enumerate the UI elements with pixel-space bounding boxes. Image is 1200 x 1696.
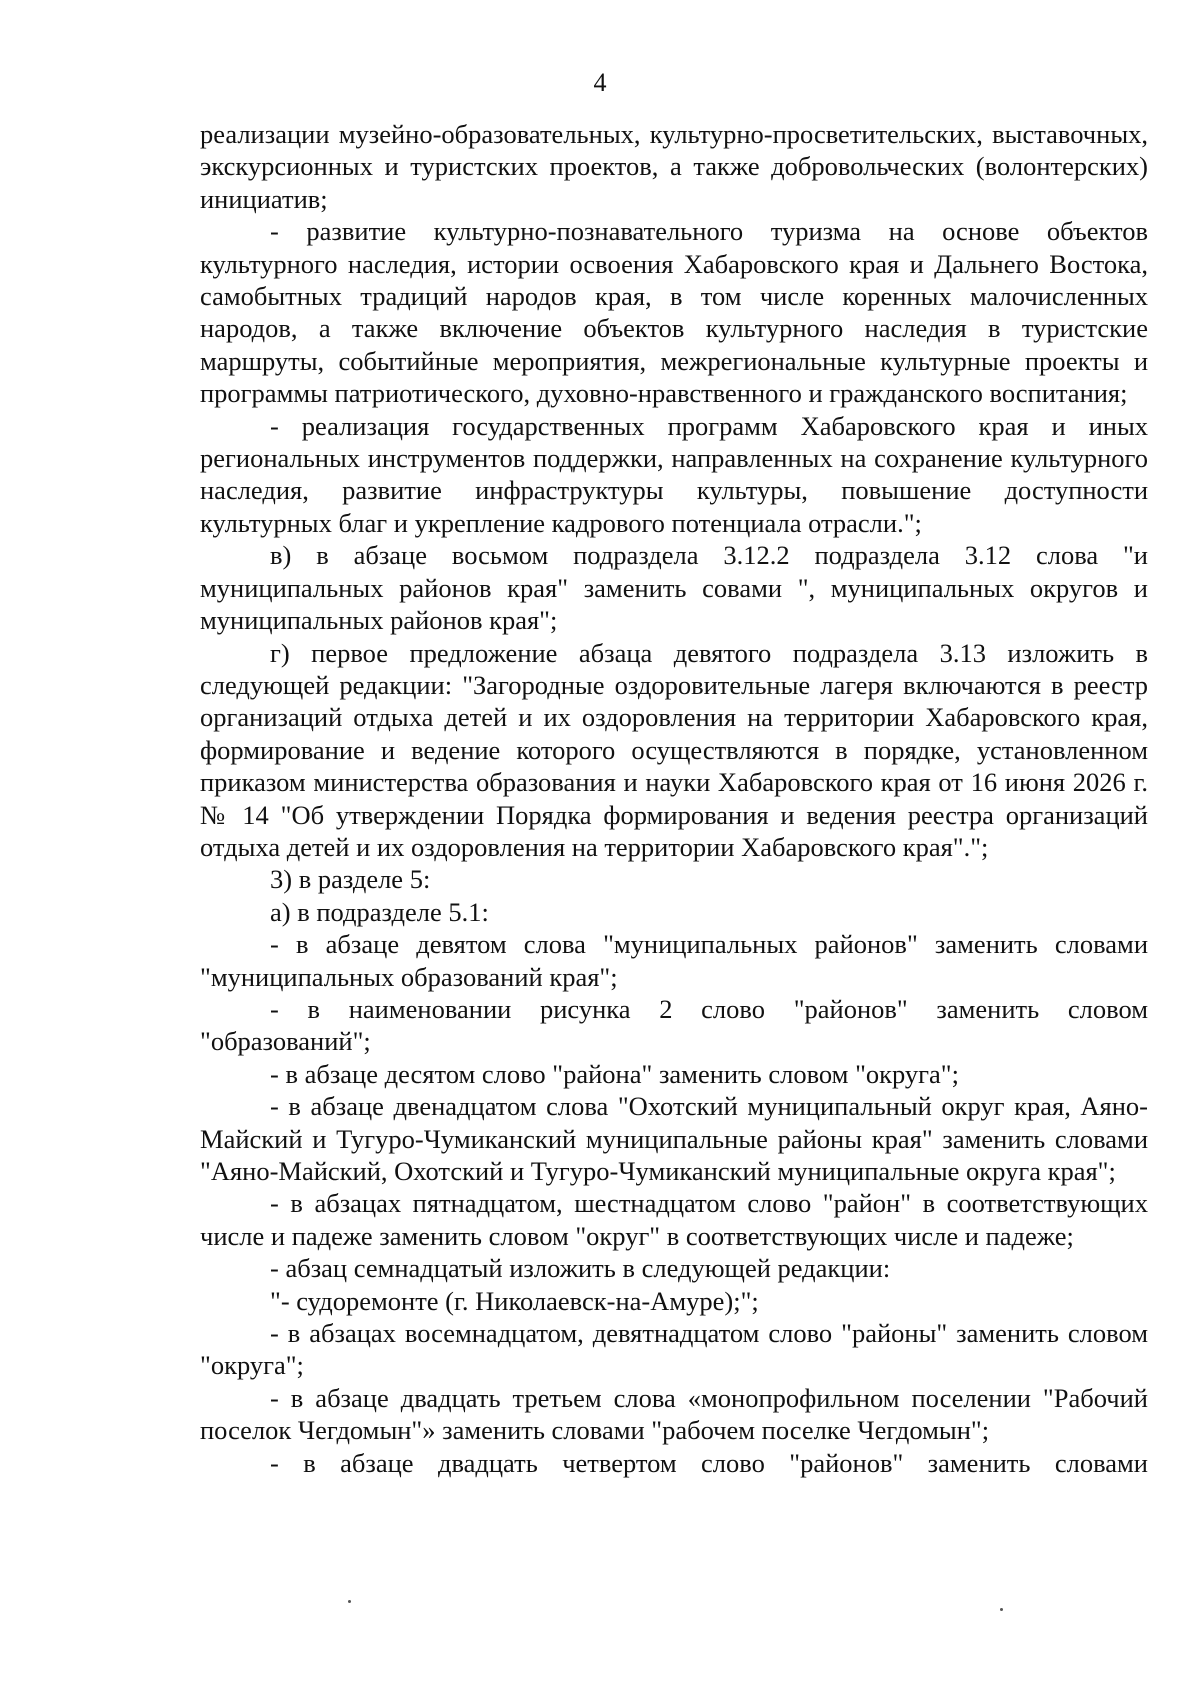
paragraph: - в абзацах восемнадцатом, девятнадцатом слово "районы" заменить словом "округа"; [200,1318,1148,1381]
paragraph: - абзац семнадцатый изложить в следующей редакции: [270,1253,891,1284]
document-body [200,118,1148,1479]
paragraph: 3) в разделе 5: [270,864,431,895]
paragraph: а) в подразделе 5.1: [270,896,489,927]
paragraph: - в абзаце десятом слово "района" заменить словом "округа"; [270,1058,959,1089]
paragraph: - развитие культурно-познавательного туризма на основе объектов культурного наследия, истории освоения Хабаровского края и Дальнего Востока, самобытных традиций народов края, в том числе коренных малочисленных народов, а также включение объектов культурного наследия в туристские маршруты, событийные мероприятия, межрегиональные культурные проекты и программы патриотического, духовно-нравственного и гражданского воспитания; [200,216,1148,409]
paragraph: - в абзацах пятнадцатом, шестнадцатом слово "район" в соответствующих числе и падеже заменить словом "округ" в соответствующих числе и падеже; [200,1188,1148,1251]
paragraph: - в наименовании рисунка 2 слово "районов" заменить словом "образований"; [200,993,1148,1057]
page-number: 4 [593,68,607,97]
paragraph: г) первое предложение абзаца девятого подраздела 3.13 изложить в следующей редакции: "Загородные оздоровительные лагеря включаются в реестр организаций отдыха детей и их оздоровления на территории Хабаровского края, формирование и ведение которого осуществляются в порядке, установленном приказом министерства образования и науки Хабаровского края от 16 июня 2026 г. № 14 "Об утверждении Порядка формирования и ведения реестра организаций отдыха детей и их оздоровления на территории Хабаровского края"."; [200,637,1148,862]
paragraph: - в абзаце девятом слова "муниципальных районов" заменить словами "муниципальных образований края"; [200,929,1148,992]
paragraph: - в абзаце двадцать четвертом слово "районов" заменить словами [270,1447,1148,1478]
paragraph: - в абзаце двадцать третьем слова «монопрофильном поселении "Рабочий поселок Чегдомын"» заменить словами "рабочем поселке Чегдомын"; [200,1382,1148,1446]
paragraph: "- судоремонте (г. Николаевск-на-Амуре);"; [270,1285,759,1316]
paragraph: в) в абзаце восьмом подраздела 3.12.2 подраздела 3.12 слова "и муниципальных районов края" заменить совами ", муниципальных округов и муниципальных районов края"; [200,540,1148,636]
paragraph: - в абзаце двенадцатом слова "Охотский муниципальный округ края, Аяно-Майский и Тугуро-Чумиканский муниципальные районы края" заменить словами "Аяно-Майский, Охотский и Тугуро-Чумиканский муниципальные округа края"; [200,1091,1148,1186]
scan-speck [348,1600,351,1603]
paragraph: реализации музейно-образовательных, культурно-просветительских, выставочных, экскурсионных и туристских проектов, а также добровольческих (волонтерских) инициатив; [200,119,1148,214]
paragraph: - реализация государственных программ Хабаровского края и иных региональных инструментов поддержки, направленных на сохранение культурного наследия, развитие инфраструктуры культуры, повышение доступности культурных благ и укрепление кадрового потенциала отрасли."; [200,410,1148,538]
scan-speck [1000,1608,1003,1611]
